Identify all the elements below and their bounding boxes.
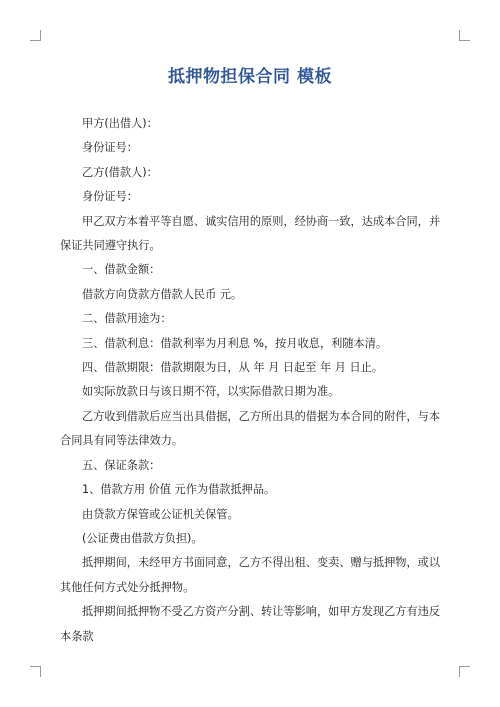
term-note-paragraph: 如实际放款日与该日期不符，以实际借款日期为准。 [82, 385, 340, 399]
lender-line: 甲方(出借人)： [82, 117, 158, 130]
lender-id-line: 身份证号： [82, 141, 138, 155]
document-body [60, 112, 442, 649]
collateral-paragraph: 1、借款方用 价值 元作为借款抵押品。 [82, 483, 276, 497]
section-guarantee-heading: 五、保证条款： [82, 458, 161, 472]
notary-fee-paragraph: (公证费由借款方负担)。 [82, 531, 203, 545]
section-loan-amount-heading: 一、借款金额： [82, 263, 161, 277]
borrower-line: 乙方(借款人)： [82, 165, 158, 179]
preamble-paragraph: 甲乙双方本着平等自愿、诚实信用的原则，经协商一致，达成本合同，并保证共同遵守执行。 [60, 214, 441, 253]
custody-paragraph: 由贷款方保管或公证机关保管。 [82, 507, 239, 521]
mortgage-protection-paragraph: 抵押期间抵押物不受乙方资产分割、转让等影响，如甲方发现乙方有违反本条款 [60, 605, 441, 643]
document-title: 抵押物担保合同 模板 [168, 67, 332, 87]
section-loan-purpose-heading: 二、借款用途为： [82, 312, 172, 326]
mortgage-restriction-paragraph: 抵押期间，未经甲方书面同意，乙方不得出租、变卖、赠与抵押物，或以其他任何方式处分抵押物。 [60, 556, 441, 594]
loan-amount-paragraph: 借款方向贷款方借款人民币 元。 [82, 287, 243, 301]
crop-mark-top-left [30, 30, 41, 41]
crop-mark-bottom-left [30, 666, 41, 677]
receipt-paragraph: 乙方收到借款后应当出具借据，乙方所出具的借据为本合同的附件，与本合同具有同等法律效力。 [60, 409, 441, 448]
section-term-paragraph: 四、借款期限：借款期限为日，从 年 月 日起至 年 月 日止。 [82, 361, 384, 375]
crop-mark-bottom-right [459, 666, 470, 677]
section-interest-paragraph: 三、借款利息：借款利率为月利息 %，按月收息，利随本清。 [82, 336, 388, 350]
borrower-id-line: 身份证号： [82, 190, 138, 204]
crop-mark-top-right [459, 30, 470, 41]
